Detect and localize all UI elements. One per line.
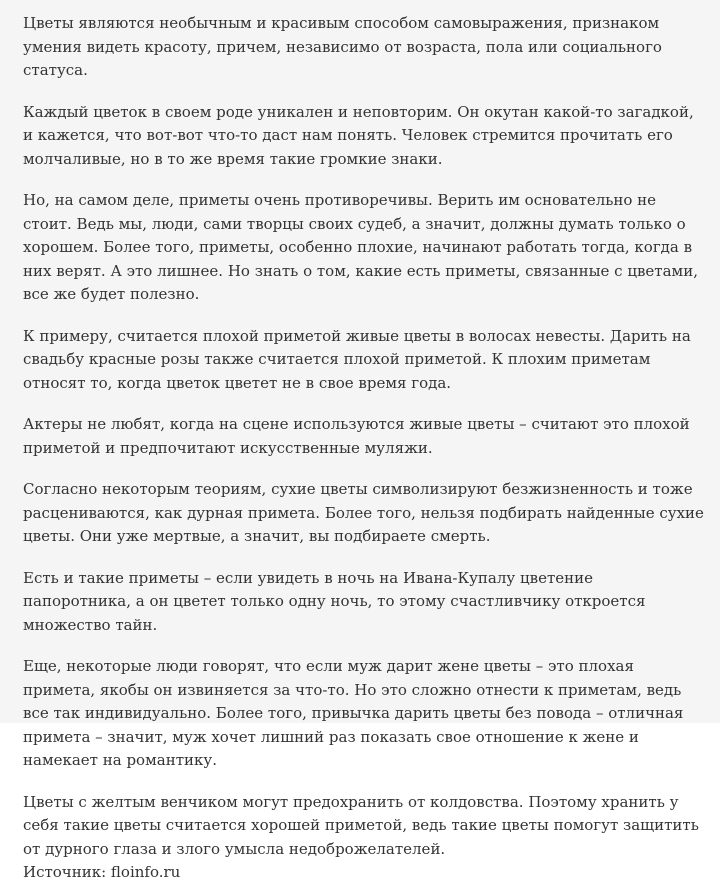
- paragraph-4: К примеру, считается плохой приметой живые цветы в волосах невесты. Дарить на свадьбу красные розы также считается плохой приметой. К плохим приметам относят то, когда цветок цветет не в свое время года.: [23, 326, 691, 392]
- paragraph-1: Цветы являются необычным и красивым способом самовыражения, признаком умения видеть красоту, причем, независимо от возраста, пола или социального статуса.: [23, 14, 662, 79]
- paragraph-3: Но, на самом деле, приметы очень противоречивы. Верить им основательно не стоит. Ведь мы, люди, сами творцы своих судеб, а значит, должны думать только о хорошем. Более того, приметы, особенно плохие, начинают работать тогда, когда в них верят. А это лишнее. Но знать о том, какие есть приметы, связанные с цветами, все же будет полезно.: [23, 191, 698, 303]
- paragraph-6: Согласно некоторым теориям, сухие цветы символизируют безжизненность и тоже расцениваются, как дурная примета. Более того, нельзя подбирать найденные сухие цветы. Они уже мертвые, а значит, вы подбираете смерть.: [23, 480, 704, 545]
- paragraph-8: Еще, некоторые люди говорят, что если муж дарит жене цветы – это плохая примета, якобы он извиняется за что-то. Но это сложно отнести к приметам, ведь все так индивидуально. Более того, привычка дарить цветы без повода – отличная примета – значит, муж хочет лишний раз показать свое отношение к жене и намекает на романтику.: [23, 657, 684, 769]
- paragraph-2: Каждый цветок в своем роде уникален и неповторим. Он окутан какой-то загадкой, и кажется, что вот-вот что-то даст нам понять. Человек стремится прочитать его молчаливые, но в то же время такие громкие знаки.: [23, 102, 694, 168]
- source-attribution: Источник: floinfo.ru: [23, 863, 181, 881]
- paragraph-7: Есть и такие приметы – если увидеть в ночь на Ивана-Купалу цветение папоротника, а он цветет только одну ночь, то этому счастливчику откроется множество тайн.: [23, 568, 646, 634]
- paragraph-5: Актеры не любят, когда на сцене используются живые цветы – считают это плохой приметой и предпочитают искусственные муляжи.: [23, 415, 690, 457]
- paragraph-9: Цветы с желтым венчиком могут предохранить от колдовства. Поэтому хранить у себя такие цветы считается хорошей приметой, ведь такие цветы помогут защитить от дурного глаза и злого умысла недоброжелателей.: [23, 792, 699, 858]
